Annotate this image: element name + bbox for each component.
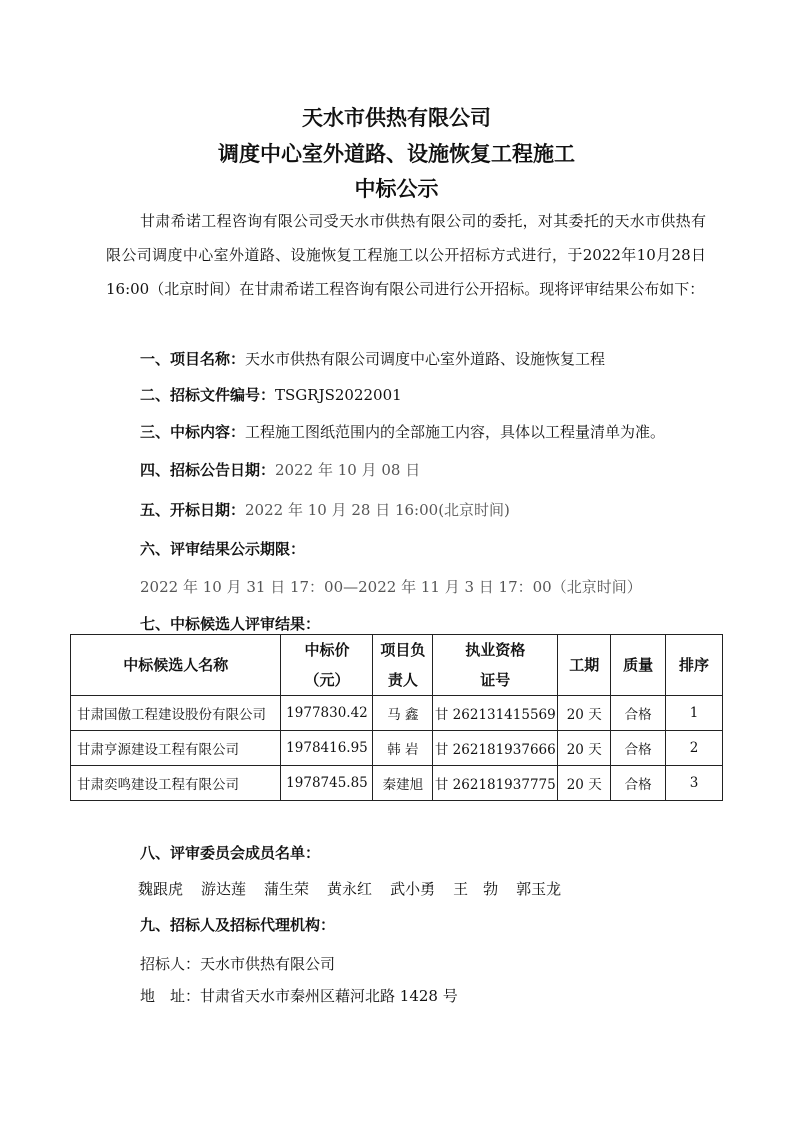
item-label: 一、项目名称： — [140, 350, 246, 368]
address-value: 甘肃省天水市秦州区藉河北路 1428 号 — [200, 987, 458, 1005]
intro-paragraph: 甘肃希诺工程咨询有限公司受天水市供热有限公司的委托，对其委托的天水市供热有限公司调度中心室外道路、设施恢复工程施工以公开招标方式进行，于2022年10月28日16:00（北京时间）在甘肃希诺工程咨询有限公司进行公开招标。现将评审结果公布如下： — [106, 212, 706, 298]
address-line — [140, 985, 458, 1006]
cell-quality: 合格 — [611, 696, 666, 731]
cell-lead: 韩 岩 — [373, 731, 433, 766]
item-label: 五、开标日期： — [140, 501, 246, 519]
item-publicity-label — [140, 538, 305, 559]
cell-cert: 甘 262131415569 — [433, 696, 558, 731]
table-row — [71, 766, 723, 801]
cell-rank: 1 — [666, 696, 723, 731]
cell-price: 1977830.42 — [281, 696, 373, 731]
header-price — [281, 635, 373, 696]
item-content — [140, 421, 665, 442]
header-lead-line2: 责人 — [387, 671, 418, 689]
table-row — [71, 731, 723, 766]
cell-quality: 合格 — [611, 731, 666, 766]
header-price-line2: （元） — [304, 671, 350, 689]
tenderer-line — [140, 953, 335, 974]
cell-lead: 马 鑫 — [373, 696, 433, 731]
member-list — [138, 878, 579, 899]
item-publicity-period: 2022 年 10 月 31 日 17：00—2022 年 11 月 3 日 17：00（北京时间） — [140, 578, 642, 596]
cell-rank: 2 — [666, 731, 723, 766]
cell-cert: 甘 262181937666 — [433, 731, 558, 766]
cell-rank: 3 — [666, 766, 723, 801]
table-row — [71, 696, 723, 731]
tenderer-label: 招标人： — [140, 955, 201, 973]
header-lead-line1: 项目负 — [380, 641, 426, 659]
cell-price: 1978416.95 — [281, 731, 373, 766]
cell-period: 20 天 — [558, 731, 611, 766]
item-members-label — [140, 842, 320, 863]
item-result-label — [140, 613, 320, 634]
address-label: 地 址： — [140, 987, 201, 1005]
project-title: 调度中心室外道路、设施恢复工程施工 — [218, 142, 575, 166]
item-agency-label — [140, 914, 335, 935]
item-label: 七、中标候选人评审结果： — [140, 615, 321, 633]
item-value: 2022 年 10 月 08 日 — [275, 461, 421, 479]
item-label: 八、评审委员会成员名单： — [140, 844, 321, 862]
header-cert-line1: 执业资格 — [465, 641, 526, 659]
header-cert — [433, 635, 558, 696]
company-title: 天水市供热有限公司 — [302, 106, 491, 130]
member-name: 蒲生荣 — [264, 880, 310, 898]
item-notice-date — [140, 459, 420, 480]
result-table — [70, 634, 723, 801]
item-value: 天水市供热有限公司调度中心室外道路、设施恢复工程 — [245, 350, 606, 368]
cell-name: 甘肃亨源建设工程有限公司 — [71, 731, 281, 766]
item-label: 九、招标人及招标代理机构： — [140, 916, 336, 934]
member-name: 王 勃 — [453, 880, 499, 898]
cell-period: 20 天 — [558, 766, 611, 801]
cell-cert: 甘 262181937775 — [433, 766, 558, 801]
header-quality: 质量 — [611, 635, 666, 696]
tenderer-value: 天水市供热有限公司 — [200, 955, 336, 973]
member-name: 魏跟虎 — [138, 880, 184, 898]
item-project-name — [140, 348, 605, 369]
item-file-number — [140, 384, 402, 405]
item-label: 三、中标内容： — [140, 423, 246, 441]
member-name: 黄永红 — [327, 880, 373, 898]
header-price-line1: 中标价 — [304, 641, 350, 659]
item-label: 四、招标公告日期： — [140, 461, 276, 479]
member-name: 郭玉龙 — [516, 880, 562, 898]
cell-price: 1978745.85 — [281, 766, 373, 801]
item-value: 工程施工图纸范围内的全部施工内容，具体以工程量清单为准。 — [245, 423, 666, 441]
header-cert-line2: 证号 — [480, 671, 511, 689]
member-name: 武小勇 — [390, 880, 436, 898]
cell-quality: 合格 — [611, 766, 666, 801]
item-open-date — [140, 499, 510, 520]
item-value: TSGRJS2022001 — [275, 386, 402, 404]
member-name: 游达莲 — [201, 880, 247, 898]
cell-lead: 秦建旭 — [373, 766, 433, 801]
notice-title: 中标公示 — [354, 177, 439, 201]
cell-name: 甘肃国傲工程建设股份有限公司 — [71, 696, 281, 731]
header-period: 工期 — [558, 635, 611, 696]
item-value: 2022 年 10 月 28 日 16:00(北京时间) — [245, 501, 510, 519]
cell-name: 甘肃奕鸣建设工程有限公司 — [71, 766, 281, 801]
cell-period: 20 天 — [558, 696, 611, 731]
header-rank: 排序 — [666, 635, 723, 696]
item-label: 六、评审结果公示期限： — [140, 540, 306, 558]
header-lead — [373, 635, 433, 696]
header-name: 中标候选人名称 — [71, 635, 281, 696]
table-header-row — [71, 635, 723, 696]
item-label: 二、招标文件编号： — [140, 386, 276, 404]
